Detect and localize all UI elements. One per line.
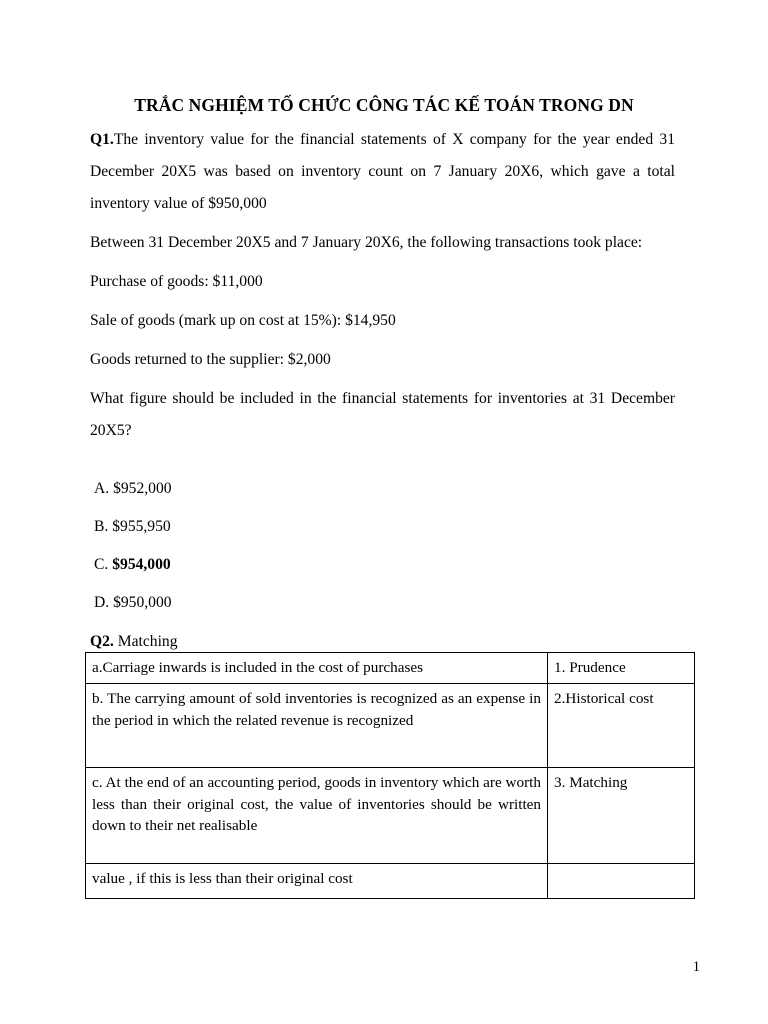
option-a-prefix: A.	[94, 480, 110, 497]
option-d-prefix: D.	[94, 594, 110, 611]
q1-stem-paragraph	[90, 124, 675, 220]
option-c-prefix: C.	[94, 556, 109, 573]
table-row	[86, 653, 695, 684]
q1-paragraph-5: Goods returned to the supplier: $2,000	[90, 351, 331, 368]
option-c-value: $954,000	[112, 556, 171, 573]
q2-heading	[90, 631, 178, 652]
q1-question-text: What figure should be included in the financial statements for inventories at 31 December 20X5?	[90, 390, 675, 439]
q2-label: Q2.	[90, 633, 114, 650]
q1-label: Q1.	[90, 131, 114, 148]
matching-item-c-continued: value , if this is less than their original cost	[86, 864, 548, 899]
matching-table	[85, 652, 695, 899]
option-b-prefix: B.	[94, 518, 109, 535]
matching-item-c: c. At the end of an accounting period, goods in inventory which are worth less than their original cost, the value of inventories should be written down to their net realisable	[86, 768, 548, 864]
q1-stem-text: The inventory value for the financial statements of X company for the year ended 31 December 20X5 was based on inventory count on 7 January 20X6, which gave a total inventory value of $950,000	[90, 131, 675, 212]
matching-concept-1: 1. Prudence	[548, 653, 695, 684]
page-number: 1	[692, 959, 700, 975]
option-b[interactable]	[94, 508, 674, 546]
q1-paragraph-3: Purchase of goods: $11,000	[90, 273, 263, 290]
table-row	[86, 684, 695, 768]
table-row	[86, 768, 695, 864]
option-b-value: $955,950	[112, 518, 171, 535]
option-d-value: $950,000	[113, 594, 172, 611]
matching-concept-3: 3. Matching	[548, 768, 695, 864]
option-d[interactable]	[94, 584, 674, 622]
q1-options-list	[94, 470, 674, 622]
option-c[interactable]	[94, 546, 674, 584]
matching-item-b: b. The carrying amount of sold inventories is recognized as an expense in the period in which the related revenue is recognized	[86, 684, 548, 768]
matching-concept-2: 2.Historical cost	[548, 684, 695, 768]
option-a[interactable]	[94, 470, 674, 508]
matching-item-a: a.Carriage inwards is included in the cost of purchases	[86, 653, 548, 684]
matching-concept-empty	[548, 864, 695, 899]
q1-paragraph-4: Sale of goods (mark up on cost at 15%): $14,950	[90, 312, 396, 329]
q1-paragraph-2: Between 31 December 20X5 and 7 January 20X6, the following transactions took place:	[90, 234, 643, 251]
question-1-body	[90, 124, 675, 447]
page-title: TRẮC NGHIỆM TỐ CHỨC CÔNG TÁC KẾ TOÁN TRONG DN	[134, 94, 634, 115]
option-a-value: $952,000	[113, 480, 172, 497]
table-row	[86, 864, 695, 899]
q2-instruction: Matching	[117, 633, 178, 650]
